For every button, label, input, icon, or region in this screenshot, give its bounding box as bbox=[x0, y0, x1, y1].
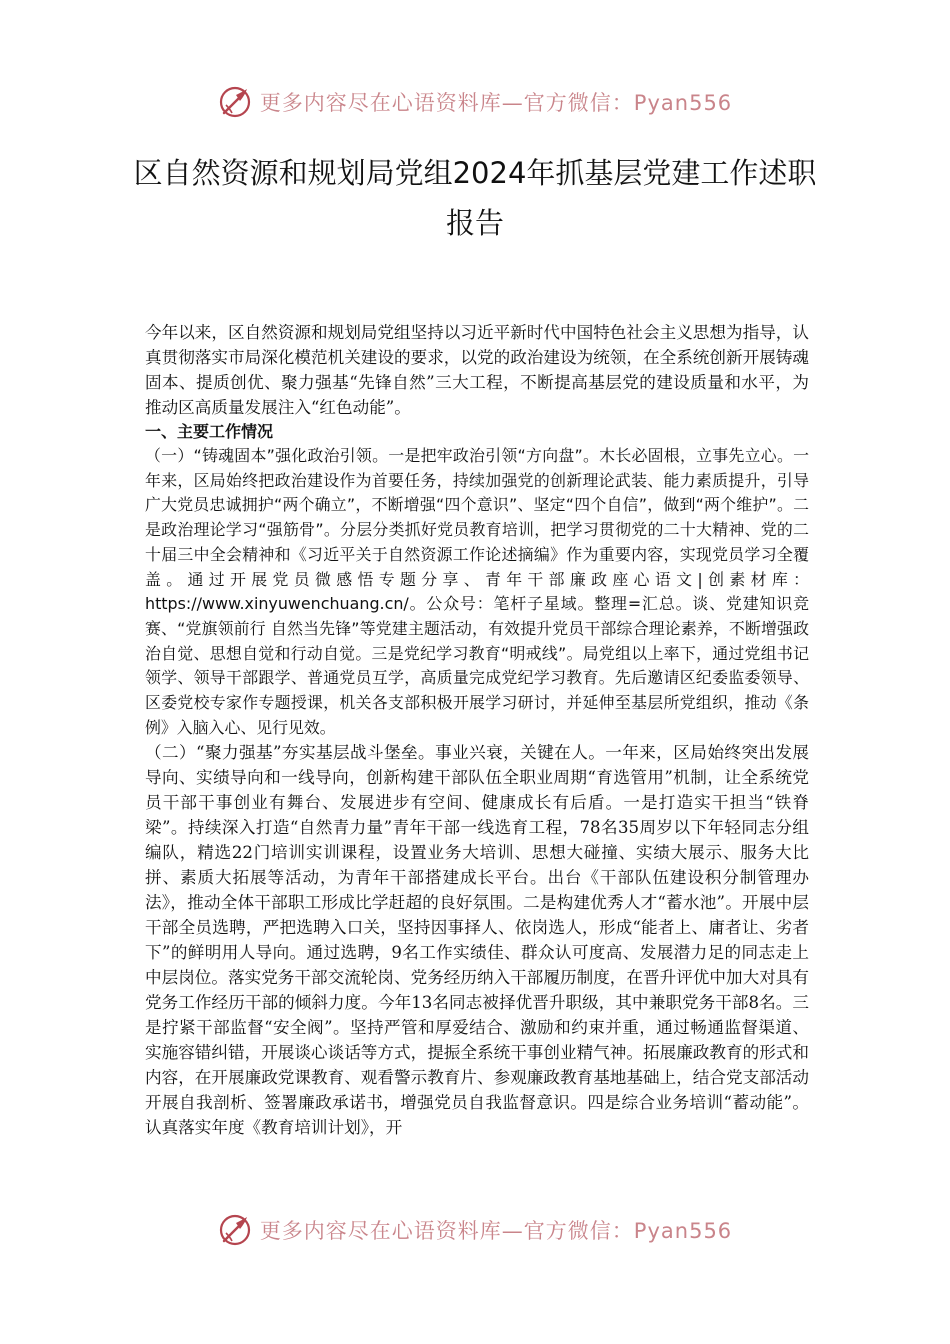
paragraph-grassroots-strength: （二）“聚力强基”夯实基层战斗堡垒。事业兴衰，关键在人。一年来，区局始终突出发展导向、实绩导向和一线导向，创新构建干部队伍全职业周期“育选管用”机制，让全系统党员干部干事创业有舞台、发展进步有空间、健康成长有后盾。一是打造实干担当“铁脊梁”。持续深入打造“自然青力量”青年干部一线选育工程，78名35周岁以下年轻同志分组编队，精选22门培训实训课程，设置业务大培训、思想大碰撞、实绩大展示、服务大比拼、素质大拓展等活动，为青年干部搭建成长平台。出台《干部队伍建设积分制管理办法》，推动全体干部职工形成比学赶超的良好氛围。二是构建优秀人才“蓄水池”。开展中层干部全员选聘，严把选聘入口关，坚持因事择人、依岗选人，形成“能者上、庸者让、劣者下”的鲜明用人导向。通过选聘，9名工作实绩佳、群众认可度高、发展潜力足的同志走上中层岗位。落实党务干部交流轮岗、党务经历纳入干部履历制度，在晋升评优中加大对具有党务工作经历干部的倾斜力度。今年13名同志被择优晋升职级，其中兼职党务干部8名。三是拧紧干部监督“安全阀”。坚持严管和厚爱结合、激励和约束并重，通过畅通监督渠道、实施容错纠错，开展谈心谈话等方式，提振全系统干事创业精气神。拓展廉政教育的形式和内容，在开展廉政党课教育、观看警示教育片、参观廉政教育基地基础上，结合党支部活动开展自我剖析、签署廉政承诺书，增强党员自我监督意识。四是综合业务培训“蓄动能”。认真落实年度《教育培训计划》，开 bbox=[145, 743, 809, 1138]
document-title: 区自然资源和规划局党组2024年抓基层党建工作述职报告 bbox=[133, 156, 817, 240]
quill-stamp-icon bbox=[218, 85, 252, 119]
watermark-header bbox=[0, 82, 950, 122]
quill-stamp-icon bbox=[218, 1213, 252, 1247]
document-body bbox=[145, 320, 809, 1140]
section-heading-main-work: 一、主要工作情况 bbox=[145, 422, 274, 441]
watermark-text: 更多内容尽在心语资料库—官方微信：Pyan556 bbox=[259, 91, 733, 115]
watermark-text: 更多内容尽在心语资料库—官方微信：Pyan556 bbox=[259, 1219, 733, 1243]
watermark-footer bbox=[0, 1210, 950, 1250]
paragraph-political-guidance: （一）“铸魂固本”强化政治引领。一是把牢政治引领“方向盘”。木长必固根，立事先立心。一年来，区局始终把政治建设作为首要任务，持续加强党的创新理论武装、能力素质提升，引导广大党员忠诚拥护“两个确立”，不断增强“四个意识”、坚定“四个自信”，做到“两个维护”。二是政治理论学习“强筋骨”。分层分类抓好党员教育培训，把学习贯彻党的二十大精神、党的二十届三中全会精神和《习近平关于自然资源工作论述摘编》作为重要内容，实现党员学习全覆盖。通过开展党员微感悟专题分享、青年干部廉政座心语文|创素材库：https://www.xinyuwenchuang.cn/。公众号：笔杆子星域。整理=汇总。谈、党建知识竞赛、“党旗领前行 自然当先锋”等党建主题活动，有效提升党员干部综合理论素养，不断增强政治自觉、思想自觉和行动自觉。三是党纪学习教育“明戒线”。局党组以上率下，通过党组书记领学、领导干部跟学、普通党员互学，高质量完成党纪学习教育。先后邀请区纪委监委领导、区委党校专家作专题授课，机关各支部积极开展学习研讨，并延伸至基层所党组织，推动《条例》入脑入心、见行见效。 bbox=[145, 446, 809, 737]
intro-paragraph: 今年以来，区自然资源和规划局党组坚持以习近平新时代中国特色社会主义思想为指导，认真贯彻落实市局深化模范机关建设的要求，以党的政治建设为统领，在全系统创新开展铸魂固本、提质创优、聚力强基“先锋自然”三大工程，不断提高基层党的建设质量和水平，为推动区高质量发展注入“红色动能”。 bbox=[145, 323, 809, 417]
